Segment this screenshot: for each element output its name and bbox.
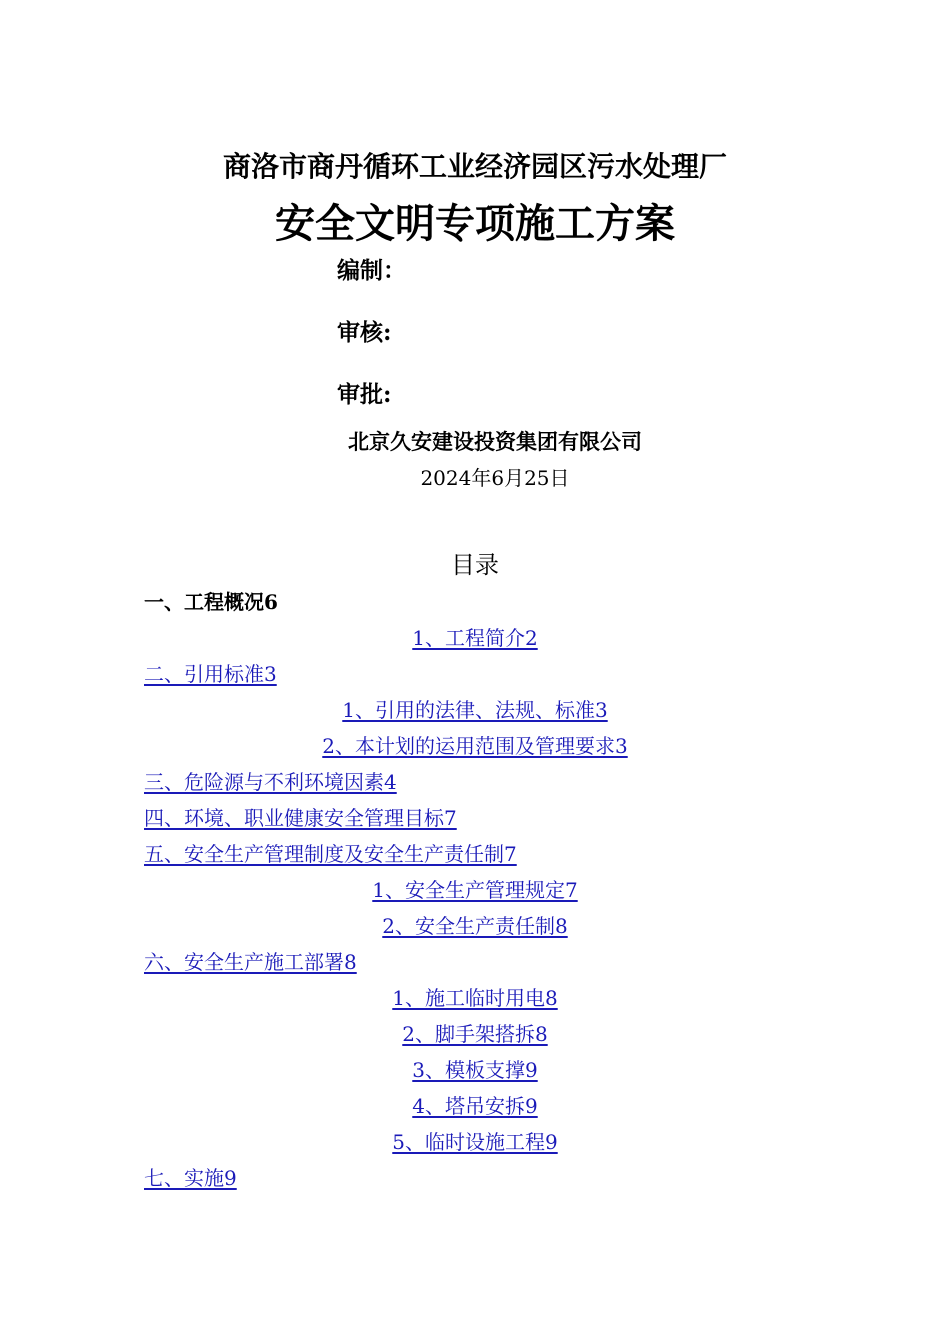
toc-link[interactable]: 2、本计划的运用范围及管理要求3 <box>322 734 628 758</box>
toc-entry <box>0 624 950 652</box>
toc-link[interactable]: 1、引用的法律、法规、标准3 <box>342 698 608 722</box>
toc-link[interactable]: 1、施工临时用电8 <box>392 986 558 1010</box>
approved-by-label: 审批: <box>337 381 392 408</box>
toc-entry <box>144 948 357 976</box>
toc-link[interactable]: 1、工程简介2 <box>412 626 538 650</box>
toc-entry <box>0 696 950 724</box>
toc-link[interactable]: 4、塔吊安拆9 <box>412 1094 538 1118</box>
toc-link[interactable]: 三、危险源与不利环境因素4 <box>144 770 397 794</box>
document-date: 2024年6月25日 <box>420 466 570 490</box>
toc-entry <box>0 1092 950 1120</box>
toc-title: 目录 <box>451 551 499 579</box>
toc-entry <box>144 660 277 688</box>
toc-entry <box>144 840 517 868</box>
toc-entry <box>0 912 950 940</box>
toc-entry <box>144 1164 237 1192</box>
toc-entry <box>0 1020 950 1048</box>
toc-entry <box>0 1128 950 1156</box>
toc-link[interactable]: 3、模板支撑9 <box>412 1058 538 1082</box>
reviewed-by-label: 审核: <box>337 319 392 346</box>
toc-entry <box>0 732 950 760</box>
toc-link[interactable]: 2、安全生产责任制8 <box>382 914 568 938</box>
toc-entry <box>144 768 397 796</box>
toc-entry <box>0 984 950 1012</box>
document-title-line1: 商洛市商丹循环工业经济园区污水处理厂 <box>222 150 727 183</box>
toc-link[interactable]: 1、安全生产管理规定7 <box>372 878 578 902</box>
toc-entry <box>0 1056 950 1084</box>
toc-link[interactable]: 五、安全生产管理制度及安全生产责任制7 <box>144 842 517 866</box>
toc-link[interactable]: 2、脚手架搭拆8 <box>402 1022 548 1046</box>
toc-entry-label: 一、工程概况6 <box>144 590 278 614</box>
toc-link[interactable]: 二、引用标准3 <box>144 662 277 686</box>
toc-link[interactable]: 七、实施9 <box>144 1166 237 1190</box>
document-title-line2: 安全文明专项施工方案 <box>275 200 675 247</box>
toc-entry <box>144 804 457 832</box>
company-name: 北京久安建设投资集团有限公司 <box>348 429 642 454</box>
toc-entry <box>144 588 278 616</box>
toc-link[interactable]: 六、安全生产施工部署8 <box>144 950 357 974</box>
toc-entry <box>0 876 950 904</box>
toc-link[interactable]: 四、环境、职业健康安全管理目标7 <box>144 806 457 830</box>
toc-link[interactable]: 5、临时设施工程9 <box>392 1130 558 1154</box>
compiled-by-label: 编制： <box>337 257 406 284</box>
